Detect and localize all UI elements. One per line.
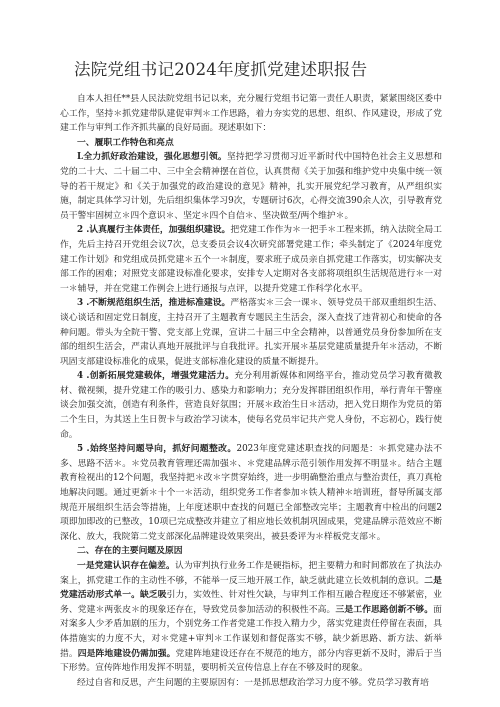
intro-paragraph: 自本人担任**县人民法院党组书记以来，充分履行党组书记第一责任人职责，紧紧围绕区委中心工作，坚持＊抓党建带队建促审判＊工作思路，着力夯实党的思想、组织、作风建设，形成了党建工作与审判工作齐抓共赢的良好局面。现述职如下： <box>60 94 442 134</box>
item-lead: 2 .认真履行主体责任，加强组织建设。 <box>77 225 231 236</box>
problem-body: 面对案多人少矛盾加剧的压力，个别党务工作者党建工作投入精力少，落实党建责任停留在表面，具体措施实的力度不大，对＊党建+审判＊工作谋划和督促落实不够，缺少新思路、新方法、新举措。 <box>60 604 442 659</box>
item-lead: 5 .始终坚持问题导向，抓好问题整改。 <box>77 444 237 455</box>
document-page <box>60 58 442 690</box>
item-paragraph-2 <box>60 223 442 296</box>
item-body: 2023年度党建述职查找的问题是：＊抓党建办法不多、思路不活＊。＊党员教育管理还需加强＊、＊党建品牌示范引领作用发挥不明显＊。结合主题教育检视出的12个问题，我坚持把＊改＊字贯穿始终，进一步明确整治重点与整治责任，真刀真枪地解决问题。通过更新＊十个一＊活动，组织党务工作者参加＊铁人精神＊培训班，督导所属支部规范开展组织生活会等措施，上年度述职中查找的问题已全部整改完毕；主题教育中检出的问题2项即加即改的已整改，10项已完成整改并建立了相应地长效机制巩固成果，党建品牌示范效应不断深化、放大，我院第二党支部深化品牌建设效果突出，被县委评为＊样板党支部＊。 <box>60 444 443 542</box>
item-body: 坚持把学习贯彻习近平新时代中国特色社会主义思想和党的二十大、二十届二中、三中全会精神摆在首位，认真贯彻《关于加强和维护党中央集中统一领导的若干规定》和《关于加强党的政治建设的意见》精神，扎实开展党纪学习教育，从严组织实施，制定具体学习计划，先后组织集体学习9次，专题研讨6次，心得交流390余人次，引导教育党员干警牢固树立＊四个意识＊、坚定＊四个自信＊、坚决做至/两个维护＊。 <box>60 152 442 221</box>
item-body: 严格落实＊三会一课＊、领导党员干部双重组织生活、谈心谈话和固定党日制度，主持召开了主题教育专题民主生活会，深入查找了违背初心和使命的各种问题。带头为全院干警、党支部上党课，宣讲二十届三中全会精神，以普通党员身份参加所在支部的组织生活会，严肃认真地开展批评与自我批评。扎实开展＊基层党建质量提升年＊活动，不断巩固支部建设标准化的成果，促进支部标准化建设的质量不断提升。 <box>60 298 442 367</box>
problem-lead: 一是党建认识存在偏差。 <box>77 561 175 571</box>
item-paragraph-4 <box>60 369 442 442</box>
problems-paragraph <box>60 559 442 676</box>
causes-paragraph: 经过自省和反思，产生问题的主要原因有：一是抓思想政治学习力度不够。党员学习教育培 <box>77 677 429 688</box>
problem-body: 引力，实效性、针对性欠缺，与审判工作相互融合程度还不够紧密，业务、党建＊两张皮＊的现象还存在，导致党员参加活动的积极性不高。 <box>60 590 442 615</box>
section-heading-2: 二、存在的主要问题及原因 <box>77 546 183 557</box>
document-title: 法院党组书记2024年度抓党建述职报告 <box>74 60 368 79</box>
problem-body: 党建阵地建设还存在不规范的地方，部分内容更新不及时，滞后于当下形势。宣传阵地作用发挥不明显，要明析关宣传信息上存在不够及时的现象。 <box>60 648 442 674</box>
section-heading-1: 一、履职工作特色和亮点 <box>77 137 174 148</box>
problem-lead: 三是工作思路创新不够。 <box>335 604 434 615</box>
item-lead: 3 .不断规范组织生活，推进标准建设。 <box>77 298 231 309</box>
item-body: 充分利用新媒体和网络平台，推动党员学习教育微教材、微视频，提升党建工作的吸引力、感染力和影响力；充分发挥群团组织作用，举行青年干警座谈会加强交流，创造有利条件，营造良好氛围；开展＊政治生日＊活动，把入党日期作为党员的第二个生日，为其送上生日贺卡与政治学习读本，使每名党员牢记共产党人身份，不忘初心，践行使命。 <box>60 371 442 440</box>
item-paragraph-1 <box>60 150 442 223</box>
item-body: 把党建工作作为＊一把手＊工程来抓，纳入法院全局工作，先后主持召开党组会议7次，总支委员会议4次研究部署党建工作；牵头制定了《2024年度党建工作计划》和党组成员抓党建＊五个一＊制度，要求班子成员亲自抓党建工作落实，切实解决支部工作的困难；对照党支部建设标准化要求，安排专人定期对各支部将项组织生活规范进行＊一对一＊辅导，并在党建工作例会上进行通报与点评，以提升党建工作科学化水平。 <box>60 225 442 294</box>
problem-body: 认为审判执行业务工作是硬指标，把主要精力和时间都放在了执法办案上，抓党建工作的主动性不够，不能举一反三地开展工作，缺乏就此建立长效机制的意识。 <box>60 561 442 586</box>
item-paragraph-3 <box>60 296 442 369</box>
item-paragraph-5 <box>60 442 442 544</box>
item-lead: L全力抓好政治建设，强化思想引领。 <box>77 152 227 163</box>
item-lead: 4 .创新拓展党建载体，增强党建活力。 <box>77 371 235 382</box>
problem-lead: 二是党建活动形式单一。缺乏吸 <box>60 575 442 601</box>
problem-lead: 四是阵地建设仍需加强。 <box>77 648 176 659</box>
